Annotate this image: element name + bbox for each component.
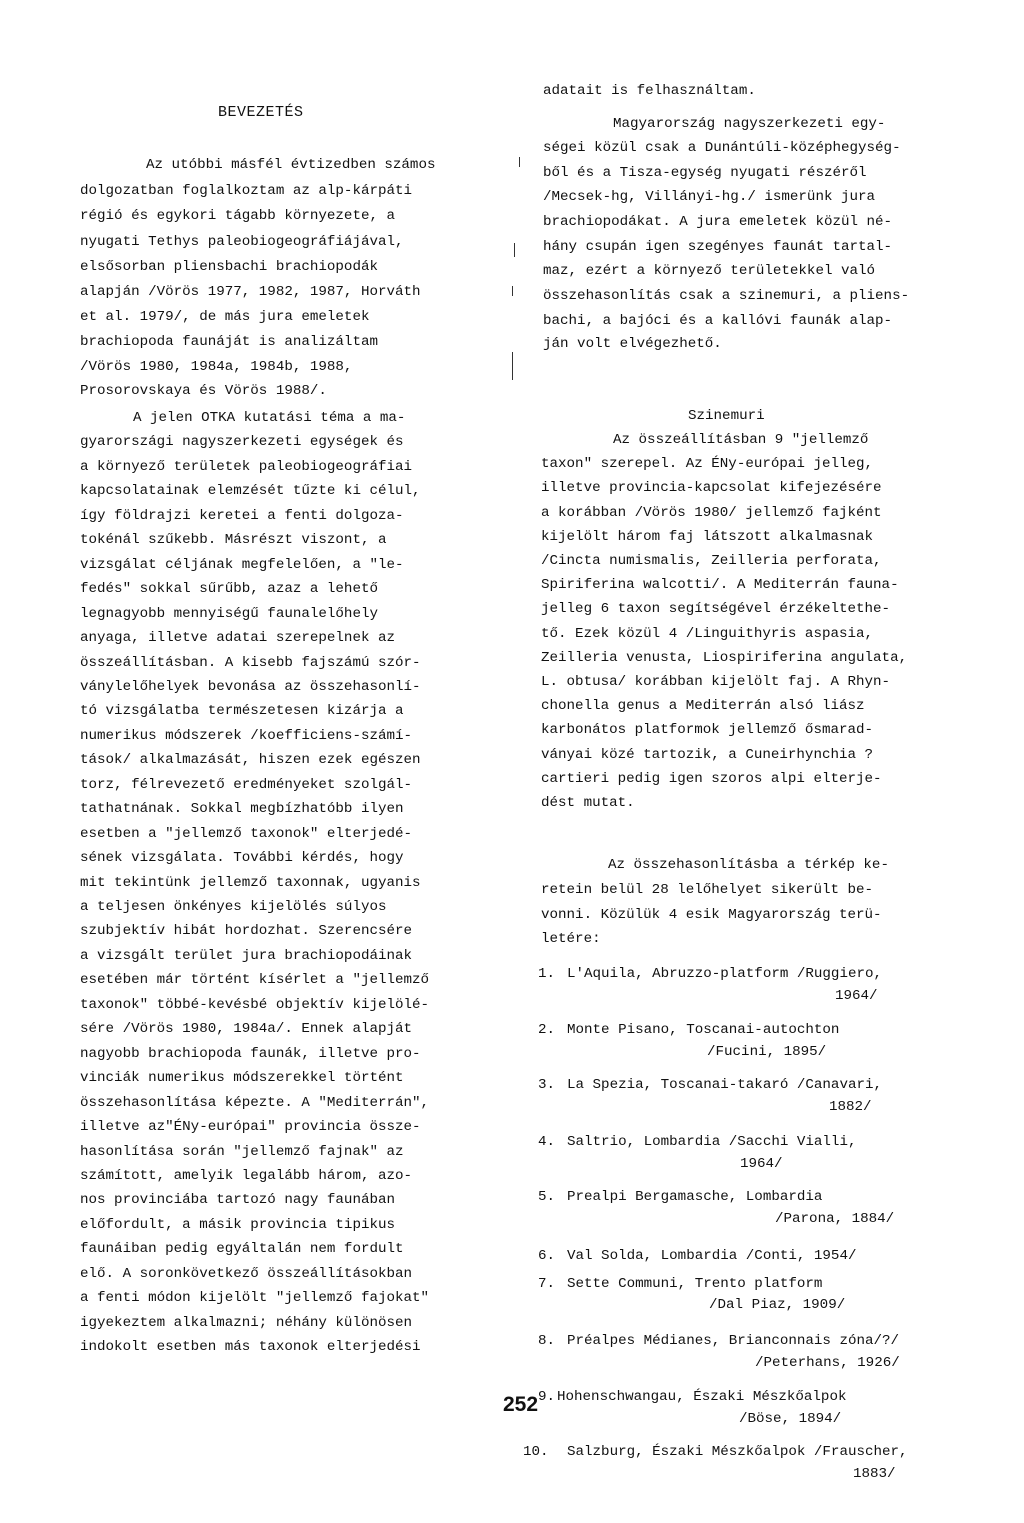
right-text-line: Az összehasonlításba a térkép ke- xyxy=(608,857,889,873)
locality-name: La Spezia, Toscanai-takaró /Canavari, xyxy=(567,1077,883,1093)
right-text-line: /Cincta numismalis, Zeilleria perforata, xyxy=(541,553,882,569)
right-text-line: L. obtusa/ korábban kijelölt faj. A Rhyn- xyxy=(541,674,891,690)
left-text-line: Az utóbbi másfél évtizedben számos xyxy=(146,157,436,173)
left-text-line: sére /Vörös 1980, 1984a/. Ennek alapját xyxy=(80,1021,413,1038)
left-text-line: a fenti módon kijelölt "jellemző fajokat" xyxy=(80,1290,430,1307)
left-text-line: igyekeztem alkalmazni; néhány különösen xyxy=(80,1314,413,1331)
right-text-line: jelleg 6 taxon segítségével érzékeltethe- xyxy=(541,601,891,618)
right-text-line: Spiriferina walcotti/. A Mediterrán fauna- xyxy=(541,577,899,594)
left-text-line: torz, félrevezető eredményeket szolgál- xyxy=(80,776,413,793)
right-text-line: /Mecsek-hg, Villányi-hg./ ismerünk jura xyxy=(543,189,876,205)
left-text-line: szubjektív hibát hordozhat. Szerencsére xyxy=(80,923,413,940)
right-text-line: retein belül 28 lelőhelyet sikerült be- xyxy=(541,882,874,898)
left-text-line: sének vizsgálata. További kérdés, hogy xyxy=(80,850,404,867)
right-text-line: adatait is felhasználtam. xyxy=(543,83,756,99)
locality-name: Hohenschwangau, Északi Mészkőalpok xyxy=(557,1389,847,1405)
left-text-line: illetve az"ÉNy-európai" provincia össze- xyxy=(80,1119,421,1136)
left-text-line: kapcsolatainak elemzését tűzte ki célul, xyxy=(80,483,421,500)
right-text-line: bachi, a bajóci és a kallóvi faunák alap- xyxy=(543,313,893,329)
locality-number: 7. xyxy=(538,1276,556,1292)
right-text-line: karbonátos platformok jellemző ősmarad- xyxy=(541,722,874,739)
locality-name: Monte Pisano, Toscanai-autochton xyxy=(567,1022,840,1038)
right-text-line: ből és a Tisza-egység nyugati részéről xyxy=(543,165,867,181)
right-text-line: tő. Ezek közül 4 /Linguithyris aspasia, xyxy=(541,625,874,642)
left-text-line: nyugati Tethys paleobiogeográfiájával, xyxy=(80,234,404,250)
locality-citation: /Dal Piaz, 1909/ xyxy=(709,1297,846,1313)
locality-citation: 1883/ xyxy=(853,1466,896,1482)
left-text-line: /Vörös 1980, 1984a, 1984b, 1988, xyxy=(80,359,353,375)
left-text-line: A jelen OTKA kutatási téma a ma- xyxy=(133,410,406,426)
locality-name: Saltrio, Lombardia /Sacchi Vialli, xyxy=(567,1134,857,1150)
locality-citation: /Peterhans, 1926/ xyxy=(755,1355,900,1371)
left-text-line: a vizsgált terület jura brachiopodáinak xyxy=(80,947,413,964)
page-title: BEVEZETÉS xyxy=(218,104,304,121)
left-text-line: a környező területek paleobiogeográfiai xyxy=(80,458,413,475)
locality-name: Préalpes Médianes, Brianconnais zóna/?/ xyxy=(567,1333,900,1349)
left-text-line: így földrajzi keretei a fenti dolgoza- xyxy=(80,507,404,524)
right-text-line: dést mutat. xyxy=(541,795,635,811)
left-text-line: a teljesen önkényes kijelölés súlyos xyxy=(80,899,387,915)
right-text-line: ségei közül csak a Dunántúli-középhegység- xyxy=(543,140,901,156)
locality-number: 3. xyxy=(538,1077,556,1093)
right-text-line: illetve provincia-kapcsolat kifejezésére xyxy=(541,480,882,497)
right-text-line: brachiopodákat. A jura emeletek közül né- xyxy=(543,214,893,230)
left-text-line: alapján /Vörös 1977, 1982, 1987, Horváth xyxy=(80,284,421,300)
left-text-line: nagyobb brachiopoda faunák, illetve pro- xyxy=(80,1045,421,1062)
right-text-line: összehasonlítás csak a szinemuri, a pliens- xyxy=(543,288,910,304)
section-title-szinemuri: Szinemuri xyxy=(688,408,765,424)
left-text-line: előfordult, a másik provincia tipikus xyxy=(80,1216,396,1233)
margin-mark xyxy=(512,286,513,296)
locality-name: Sette Communi, Trento platform xyxy=(567,1276,823,1292)
left-text-line: tokénál szűkebb. Másrészt viszont, a xyxy=(80,532,387,549)
left-text-line: et al. 1979/, de más jura emeletek xyxy=(80,309,370,325)
left-text-line: vizsgálat céljának megfelelően, a "le- xyxy=(80,556,404,573)
left-text-line: összehasonlítása képezte. A "Mediterrán", xyxy=(80,1094,430,1111)
left-text-line: taxonok" többé-kevésbé objektív kijelölé- xyxy=(80,996,430,1013)
margin-mark xyxy=(512,352,513,380)
right-text-line: kijelölt három faj látszott alkalmasnak xyxy=(541,528,874,545)
left-text-line: tó vizsgálatba természetesen kizárja a xyxy=(80,703,404,720)
left-text-line: legnagyobb mennyiségű faunalelőhely xyxy=(80,605,378,622)
locality-number: 1. xyxy=(538,966,556,982)
right-text-line: ványai közé tartozik, a Cuneirhynchia ? xyxy=(541,746,874,763)
left-text-line: esetben a "jellemző taxonok" elterjedé- xyxy=(80,825,413,842)
right-text-line: maz, ezért a környező területekkel való xyxy=(543,263,876,279)
right-text-line: a korábban /Vörös 1980/ jellemző fajként xyxy=(541,504,882,521)
right-text-line: Az összeállításban 9 "jellemző xyxy=(613,432,869,448)
left-text-line: brachiopoda faunáját is analizáltam xyxy=(80,334,378,350)
right-text-line: chonella genus a Mediterrán alsó liász xyxy=(541,698,865,715)
left-text-line: dolgozatban foglalkoztam az alp-kárpáti xyxy=(80,183,413,199)
locality-number: 10. xyxy=(523,1444,549,1460)
left-text-line: elsősorban pliensbachi brachiopodák xyxy=(80,259,378,275)
right-text-line: hány csupán igen szegényes faunát tartal- xyxy=(543,239,893,255)
left-text-line: vinciák numerikus módszerekkel történt xyxy=(80,1070,404,1087)
left-text-line: tathatnának. Sokkal megbízhatóbb ilyen xyxy=(80,801,404,818)
left-text-line: számított, amelyik legalább három, azo- xyxy=(80,1167,413,1184)
locality-citation: 1964/ xyxy=(835,988,878,1004)
right-text-line: Magyarország nagyszerkezeti egy- xyxy=(613,116,886,132)
left-text-line: elő. A soronkövetkező összeállításokban xyxy=(80,1265,413,1282)
locality-citation: 1882/ xyxy=(829,1099,872,1115)
locality-name: Prealpi Bergamasche, Lombardia xyxy=(567,1189,823,1205)
right-text-line: ján volt elvégezhető. xyxy=(543,336,722,352)
margin-mark xyxy=(514,243,515,257)
locality-citation: 1964/ xyxy=(740,1156,783,1172)
left-text-line: nos provinciába tartozó nagy faunában xyxy=(80,1192,396,1209)
locality-number: 4. xyxy=(538,1134,556,1150)
locality-citation: /Fucini, 1895/ xyxy=(707,1044,827,1060)
left-text-line: Prosorovskaya és Vörös 1988/. xyxy=(80,383,327,399)
page-number: 252 xyxy=(503,1393,539,1416)
locality-citation: /Böse, 1894/ xyxy=(739,1411,842,1427)
left-text-line: mit tekintünk jellemző taxonnak, ugyanis xyxy=(80,874,421,891)
locality-number: 2. xyxy=(538,1022,556,1038)
margin-mark xyxy=(519,157,520,167)
left-text-line: ványlelőhelyek bevonása az összehasonlí- xyxy=(80,678,421,695)
locality-name: L'Aquila, Abruzzo-platform /Ruggiero, xyxy=(567,966,883,982)
left-text-line: faunáiban pedig egyáltalán nem fordult xyxy=(80,1241,404,1258)
left-text-line: tások/ alkalmazását, hiszen ezek egészen xyxy=(80,752,421,769)
right-text-line: vonni. Közülük 4 esik Magyarország terü- xyxy=(541,907,882,923)
left-text-line: anyaga, illetve adatai szerepelnek az xyxy=(80,630,396,647)
left-text-line: fedés" sokkal sűrűbb, azaz a lehető xyxy=(80,581,378,598)
left-text-line: numerikus módszerek /koefficiens-számí- xyxy=(80,727,413,744)
locality-citation: /Parona, 1884/ xyxy=(775,1211,895,1227)
locality-number: 9. xyxy=(538,1389,556,1405)
right-text-line: Zeilleria venusta, Liospiriferina angulata, xyxy=(541,649,908,666)
locality-number: 8. xyxy=(538,1333,556,1349)
left-text-line: esetében már történt kísérlet a "jellemző xyxy=(80,972,430,989)
right-text-line: letére: xyxy=(541,931,601,947)
locality-name: Val Solda, Lombardia /Conti, 1954/ xyxy=(567,1248,857,1264)
left-text-line: összeállításban. A kisebb fajszámú szór- xyxy=(80,654,421,671)
left-text-line: indokolt esetben más taxonok elterjedési xyxy=(80,1339,421,1356)
locality-name: Salzburg, Északi Mészkőalpok /Frauscher, xyxy=(567,1444,908,1460)
left-text-line: gyarországi nagyszerkezeti egységek és xyxy=(80,434,404,451)
left-text-line: hasonlítása során "jellemző fajnak" az xyxy=(80,1143,404,1160)
right-text-line: cartieri pedig igen szoros alpi elterje- xyxy=(541,770,882,787)
left-text-line: régió és egykori tágabb környezete, a xyxy=(80,208,396,224)
right-text-line: taxon" szerepel. Az ÉNy-európai jelleg, xyxy=(541,456,874,473)
locality-number: 6. xyxy=(538,1248,556,1264)
locality-number: 5. xyxy=(538,1189,556,1205)
